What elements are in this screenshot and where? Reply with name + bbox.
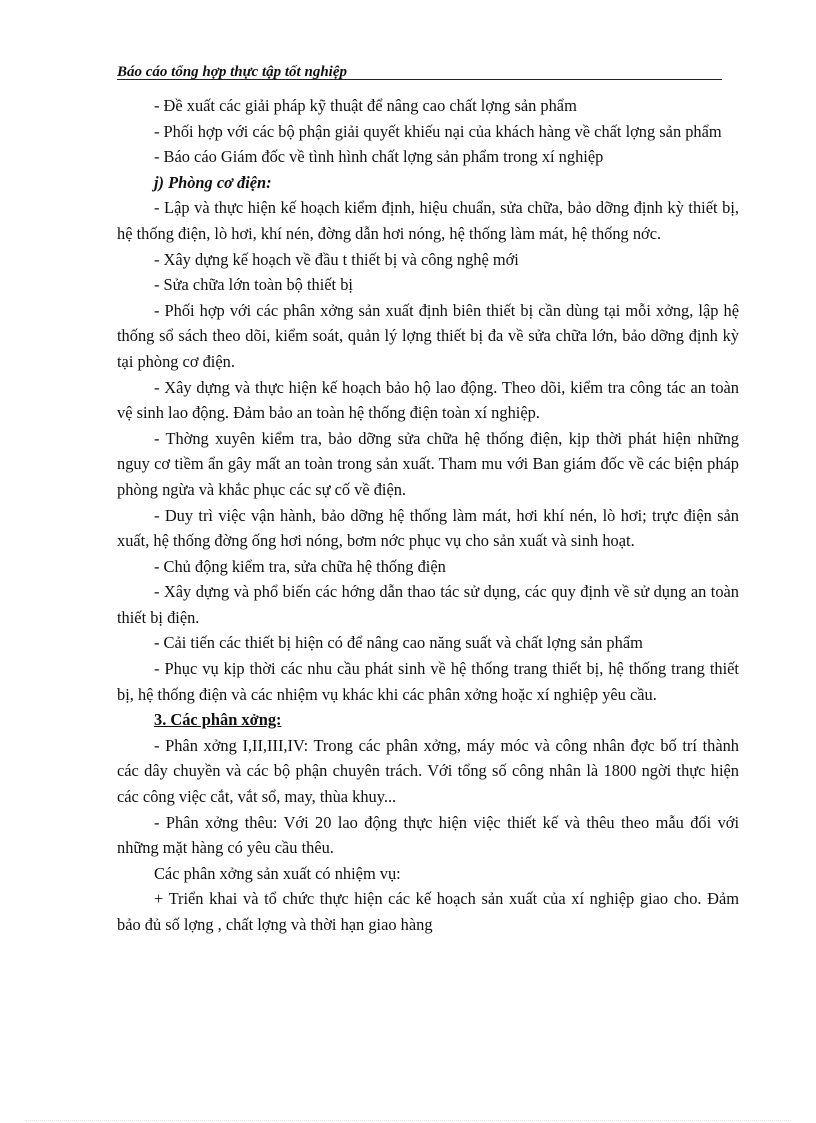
paragraph: - Thờng xuyên kiểm tra, bảo dỡng sửa chữa hệ thống điện, kịp thời phát hiện những nguy cơ tiềm ẩn gây mất an toàn trong sản xuất. Tham mu với Ban giám đốc về các biện pháp phòng ngừa và khắc phục các sự cố về điện. bbox=[117, 428, 739, 499]
paragraph: Các phân xởng sản xuất có nhiệm vụ: bbox=[154, 863, 401, 883]
paragraph: - Phục vụ kịp thời các nhu cầu phát sinh về hệ thống trang thiết bị, hệ thống trang thiết bị, hệ thống điện và các nhiệm vụ khác khi các phân xởng hoặc xí nghiệp yêu cầu. bbox=[117, 659, 739, 704]
paragraph: - Xây dựng và thực hiện kế hoạch bảo hộ lao động. Theo dõi, kiểm tra công tác an toàn vệ sinh lao động. Đảm bảo an toàn hệ thống điện toàn xí nghiệp. bbox=[117, 377, 739, 423]
section-heading-phong-co-dien: j) Phòng cơ điện: bbox=[154, 172, 272, 192]
paragraph: - Phối hợp với các bộ phận giải quyết khiếu nại của khách hàng về chất lợng sản phẩm bbox=[154, 121, 722, 141]
section-heading-label: 3. Các phân xởng: bbox=[154, 710, 282, 730]
paragraph: + Triển khai và tổ chức thực hiện các kế hoạch sản xuất của xí nghiệp giao cho. Đảm bảo đủ số lợng , chất lợng và thời hạn giao hàng bbox=[117, 889, 739, 934]
paragraph: - Báo cáo Giám đốc về tình hình chất lợng sản phẩm trong xí nghiệp bbox=[154, 147, 604, 167]
paragraph: - Phân xởng I,II,III,IV: Trong các phân xởng, máy móc và công nhân đợc bố trí thành các dây chuyền và các bộ phận chuyên trách. Với tổng số công nhân là 1800 ngời thực hiện các công việc cắt, vắt sổ, may, thùa khuy... bbox=[117, 735, 739, 807]
paragraph: - Phối hợp với các phân xởng sản xuất định biên thiết bị cần dùng tại mỗi xởng, lập hệ thống sổ sách theo dõi, kiểm soát, quản lý lợng thiết bị đa về sửa chữa lớn, bảo dỡng định kỳ tại phòng cơ điện. bbox=[117, 300, 739, 371]
paragraph: - Xây dựng và phổ biến các hớng dẫn thao tác sử dụng, các quy định về sử dụng an toàn thiết bị điện. bbox=[117, 582, 739, 627]
page-bottom-divider bbox=[25, 1120, 791, 1121]
paragraph: - Sửa chữa lớn toàn bộ thiết bị bbox=[154, 275, 353, 295]
paragraph: - Xây dựng kế hoạch về đầu t thiết bị và công nghệ mới bbox=[154, 249, 519, 269]
document-body bbox=[117, 93, 739, 938]
section-heading-cac-phan-xuong bbox=[117, 707, 739, 733]
paragraph: - Lập và thực hiện kế hoạch kiểm định, hiệu chuẩn, sửa chữa, bảo dỡng định kỳ thiết bị, hệ thống điện, lò hơi, khí nén, đờng dẫn hơi nóng, hệ thống làm mát, hệ thống nớc. bbox=[117, 198, 739, 243]
paragraph: - Phân xởng thêu: Với 20 lao động thực hiện việc thiết kế và thêu theo mẫu đối với những mặt hàng có yêu cầu thêu. bbox=[117, 812, 739, 858]
paragraph: - Chủ động kiểm tra, sửa chữa hệ thống điện bbox=[154, 556, 446, 576]
page-header bbox=[117, 55, 722, 80]
paragraph: - Duy trì việc vận hành, bảo dỡng hệ thống làm mát, hơi khí nén, lò hơi; trực điện sản xuất, hệ thống đờng ống hơi nóng, bơm nớc phục vụ cho sản xuất và sinh hoạt. bbox=[117, 505, 739, 551]
header-title: Báo cáo tổng hợp thực tập tốt nghiệp bbox=[117, 64, 347, 80]
paragraph: - Đề xuất các giải pháp kỹ thuật để nâng cao chất lợng sản phẩm bbox=[154, 96, 577, 115]
paragraph: - Cải tiến các thiết bị hiện có để nâng cao năng suất và chất lợng sản phẩm bbox=[154, 633, 643, 653]
